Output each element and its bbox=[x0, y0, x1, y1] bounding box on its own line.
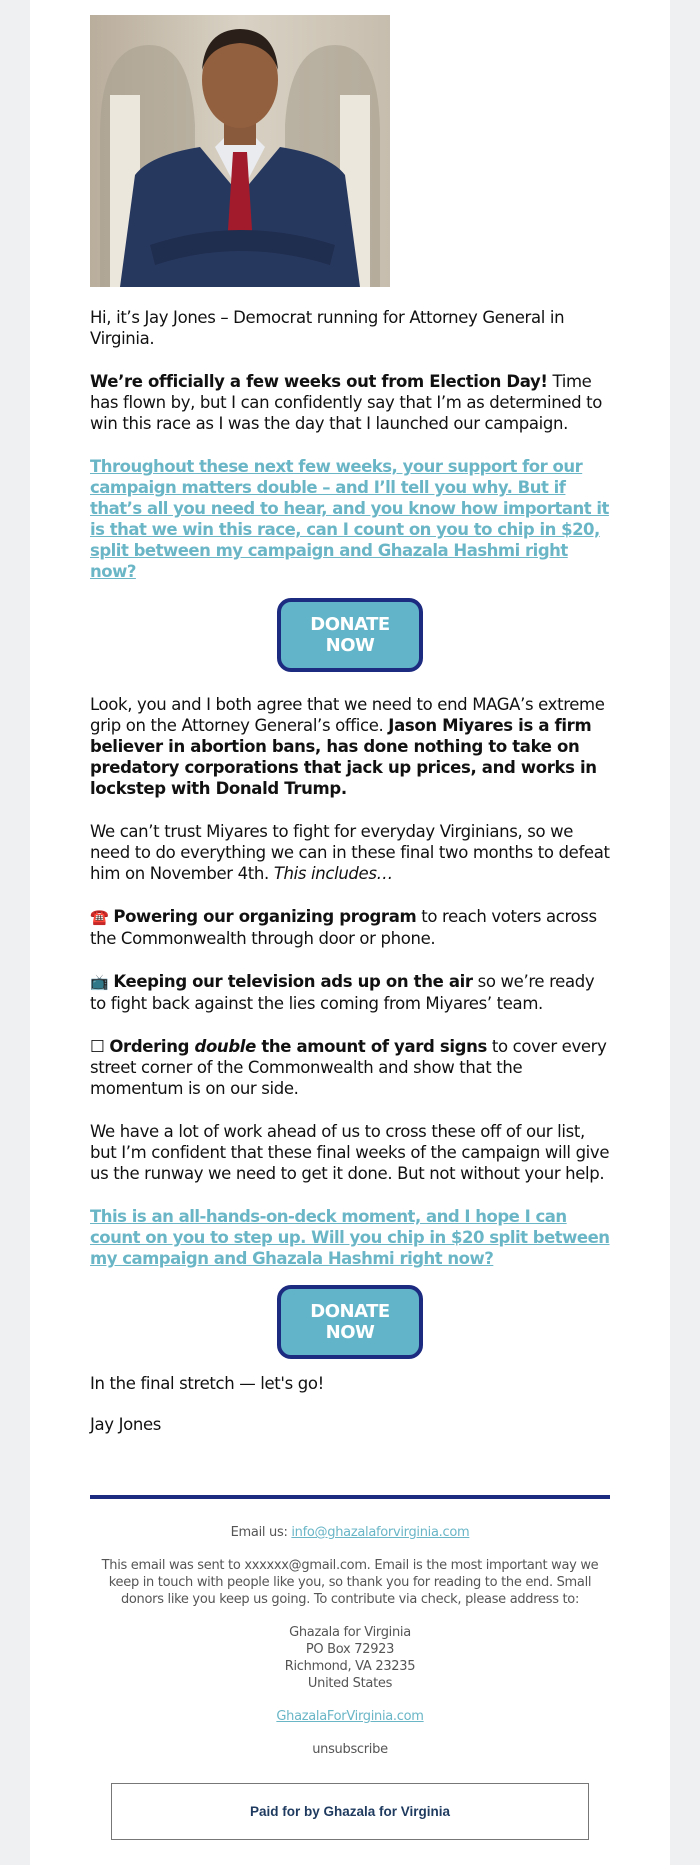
donate-link-2[interactable]: This is an all-hands-on-deck moment, and I hope I can count on you to step up. Will you chip in $20 split between my campaign and Ghazala Hashmi right now? bbox=[90, 1207, 610, 1268]
footer-email-line bbox=[90, 1524, 610, 1541]
donate-link-1[interactable]: Throughout these next few weeks, your support for our campaign matters double – and I’ll tell you why. But if that’s all you need to hear, and you know how important it is that we win this race, can I count on you to chip in $20, split between my campaign and Ghazala Hashmi right now? bbox=[90, 457, 609, 581]
footer-email-label: Email us: bbox=[230, 1525, 292, 1540]
footer-unsubscribe-line bbox=[90, 1741, 610, 1758]
list-item-yard-signs bbox=[90, 1036, 610, 1099]
address-line-3: Richmond, VA 23235 bbox=[284, 1659, 416, 1674]
paragraph-election-day bbox=[90, 371, 610, 434]
donate-button-wrap-1 bbox=[90, 598, 610, 672]
paragraph-miyares-plain: We can’t trust Miyares to fight for everyday Virginians, so we need to do everything we can in these final two months to defeat him on November 4th. bbox=[90, 822, 610, 883]
donate-button-wrap-2 bbox=[90, 1285, 610, 1359]
list-item-television-bold: Keeping our television ads up on the air bbox=[113, 972, 473, 991]
footer-email-link[interactable]: info@ghazalaforvirginia.com bbox=[291, 1525, 470, 1540]
list-item-organizing-rest: to reach voters across the Commonwealth through door or phone. bbox=[90, 907, 597, 948]
paragraph-miyares-italic: This includes… bbox=[273, 864, 393, 883]
paid-for-text: Paid for by Ghazala for Virginia bbox=[249, 1804, 451, 1819]
footer-site-link[interactable]: GhazalaForVirginia.com bbox=[276, 1709, 424, 1724]
list-item-yard-signs-bold-a: Ordering bbox=[109, 1037, 195, 1056]
donate-now-button-2[interactable]: DONATE NOW bbox=[277, 1285, 423, 1359]
television-icon: 📺 bbox=[90, 973, 109, 991]
paid-for-box bbox=[111, 1783, 589, 1840]
candidate-photo bbox=[90, 15, 390, 287]
list-item-television bbox=[90, 971, 610, 1014]
list-item-yard-signs-rest: to cover every street corner of the Commonwealth and show that the momentum is on our side. bbox=[90, 1037, 607, 1098]
unsubscribe-link[interactable]: unsubscribe bbox=[312, 1742, 388, 1757]
list-item-organizing bbox=[90, 906, 610, 949]
paragraph-maga-bold: Jason Miyares is a firm believer in abortion bans, has done nothing to take on predatory corporations that jack up prices, and works in lockstep with Donald Trump. bbox=[90, 716, 597, 798]
donate-now-button[interactable]: DONATE NOW bbox=[277, 598, 423, 672]
telephone-icon: ☎️ bbox=[90, 908, 109, 926]
address-line-1: Ghazala for Virginia bbox=[289, 1625, 411, 1640]
greeting-text: Hi, it’s Jay Jones – Democrat running for Attorney General in Virginia. bbox=[90, 308, 565, 348]
paragraph-election-day-bold: We’re officially a few weeks out from Election Day! bbox=[90, 372, 548, 391]
footer bbox=[90, 1524, 610, 1758]
checkbox-icon: ☐ bbox=[90, 1037, 105, 1056]
closing-text: In the final stretch — let's go! bbox=[90, 1374, 324, 1393]
list-item-organizing-bold: Powering our organizing program bbox=[113, 907, 417, 926]
list-item-television-rest: so we’re ready to fight back against the lies coming from Miyares’ team. bbox=[90, 972, 595, 1013]
footer-site-line bbox=[90, 1708, 610, 1725]
email-container bbox=[30, 0, 670, 1865]
footer-notice: This email was sent to xxxxxx@gmail.com. Email is the most important way we keep in touch with people like you, so thank you for reading to the end. Small donors like you keep us going. To contribute via check, please address to: bbox=[101, 1558, 599, 1607]
paragraph-work-ahead: We have a lot of work ahead of us to cross these off of our list, but I’m confident that these final weeks of the campaign will give us the runway we need to get it done. But not without your help. bbox=[90, 1122, 610, 1183]
paragraph-maga bbox=[90, 694, 610, 799]
footer-divider bbox=[90, 1495, 610, 1499]
list-item-yard-signs-italic: double bbox=[194, 1037, 256, 1056]
email-body bbox=[30, 15, 670, 1758]
signature: Jay Jones bbox=[90, 1415, 162, 1434]
footer-address bbox=[90, 1624, 610, 1692]
paragraph-election-day-rest: Time has flown by, but I can confidently say that I’m as determined to win this race as I was the day that I launched our campaign. bbox=[90, 372, 603, 433]
paragraph-maga-plain: Look, you and I both agree that we need to end MAGA’s extreme grip on the Attorney General’s office. bbox=[90, 695, 605, 735]
address-line-2: PO Box 72923 bbox=[305, 1642, 395, 1657]
paragraph-miyares bbox=[90, 821, 610, 884]
list-item-yard-signs-bold-b: the amount of yard signs bbox=[255, 1037, 487, 1056]
address-line-4: United States bbox=[307, 1676, 393, 1691]
